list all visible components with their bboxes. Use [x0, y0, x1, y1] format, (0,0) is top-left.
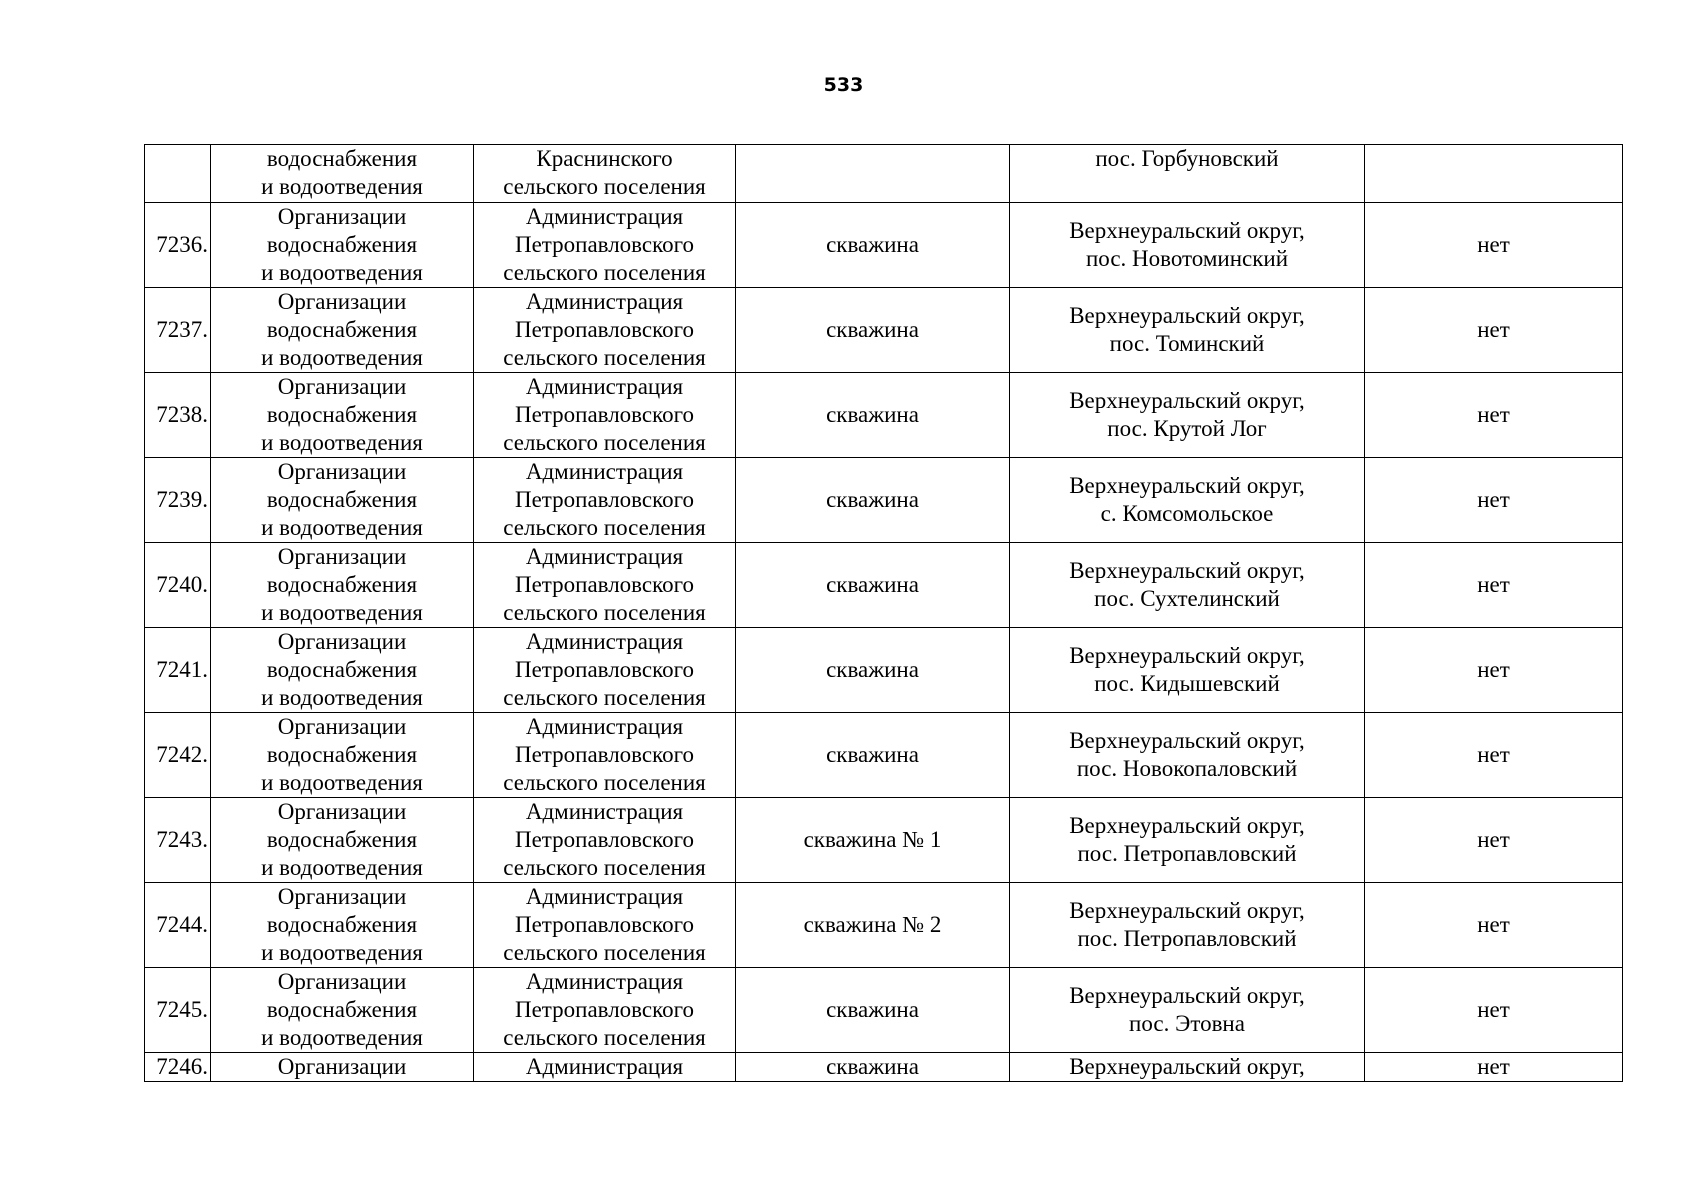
location-cell — [1010, 543, 1365, 628]
owner-cell — [474, 458, 736, 543]
location-cell-line: Верхнеуральский округ, — [1069, 983, 1305, 1008]
registry-table — [144, 144, 1623, 1082]
object-cell: скважина — [736, 1053, 1010, 1082]
organization-cell-line: водоснабжения — [266, 487, 418, 512]
row-number-cell: 7246. — [145, 1053, 211, 1082]
table-row — [145, 145, 1623, 203]
owner-cell-line: Петропавловского — [514, 997, 694, 1022]
flag-cell: нет — [1365, 1053, 1623, 1082]
organization-cell-line: Организации — [277, 459, 407, 484]
flag-cell — [1365, 145, 1623, 203]
organization-cell — [211, 968, 474, 1053]
owner-cell-line: сельского поселения — [503, 430, 706, 455]
table-row — [145, 628, 1623, 713]
owner-cell — [474, 373, 736, 458]
owner-cell — [474, 543, 736, 628]
object-cell: скважина — [736, 968, 1010, 1053]
object-cell: скважина — [736, 373, 1010, 458]
object-cell: скважина — [736, 458, 1010, 543]
organization-cell-line: Организации — [277, 969, 407, 994]
row-number-cell: 7244. — [145, 883, 211, 968]
location-cell-line: пос. Петропавловский — [1077, 841, 1297, 866]
owner-cell — [474, 883, 736, 968]
table-row — [145, 883, 1623, 968]
organization-cell-line: и водоотведения — [261, 515, 423, 540]
table-row — [145, 373, 1623, 458]
organization-cell-line: и водоотведения — [261, 685, 423, 710]
organization-cell-line: и водоотведения — [261, 600, 423, 625]
table-row — [145, 1053, 1623, 1082]
organization-cell — [211, 288, 474, 373]
flag-cell: нет — [1365, 458, 1623, 543]
owner-cell-line: Администрация — [525, 714, 684, 739]
owner-cell-line: Администрация — [525, 289, 684, 314]
organization-cell-line: Организации — [277, 544, 407, 569]
location-cell-line: Верхнеуральский округ, — [1069, 813, 1305, 838]
organization-cell-line: водоснабжения — [266, 572, 418, 597]
row-number-cell: 7243. — [145, 798, 211, 883]
location-cell-line: пос. Томинский — [1109, 331, 1265, 356]
location-cell — [1010, 458, 1365, 543]
location-cell-line: пос. Новокопаловский — [1076, 756, 1298, 781]
table-body — [145, 145, 1623, 1082]
owner-cell-line: сельского поселения — [503, 345, 706, 370]
location-cell-line: Верхнеуральский округ, — [1069, 473, 1305, 498]
row-number-cell: 7241. — [145, 628, 211, 713]
location-cell-line: пос. Кидышевский — [1094, 671, 1280, 696]
owner-cell-line: Петропавловского — [514, 742, 694, 767]
row-number-cell: 7236. — [145, 203, 211, 288]
row-number-cell: 7239. — [145, 458, 211, 543]
organization-cell — [211, 883, 474, 968]
organization-cell — [211, 798, 474, 883]
flag-cell: нет — [1365, 543, 1623, 628]
organization-cell-line: Организации — [277, 799, 407, 824]
organization-cell-line: и водоотведения — [261, 940, 423, 965]
row-number-cell: 7245. — [145, 968, 211, 1053]
location-cell-line: Верхнеуральский округ, — [1069, 303, 1305, 328]
organization-cell-line: Организации — [277, 1054, 407, 1079]
row-number-cell: 7237. — [145, 288, 211, 373]
row-number-cell: 7240. — [145, 543, 211, 628]
flag-cell: нет — [1365, 288, 1623, 373]
owner-cell-line: Краснинского — [536, 146, 673, 171]
owner-cell-line: Петропавловского — [514, 912, 694, 937]
owner-cell — [474, 968, 736, 1053]
owner-cell-line: Петропавловского — [514, 402, 694, 427]
table-row — [145, 968, 1623, 1053]
object-cell: скважина — [736, 543, 1010, 628]
organization-cell — [211, 145, 474, 203]
object-cell — [736, 145, 1010, 203]
location-cell-line: пос. Горбуновский — [1095, 146, 1279, 171]
organization-cell — [211, 203, 474, 288]
organization-cell-line: Организации — [277, 289, 407, 314]
object-cell: скважина — [736, 713, 1010, 798]
table-row — [145, 798, 1623, 883]
location-cell-line: Верхнеуральский округ, — [1069, 643, 1305, 668]
location-cell — [1010, 373, 1365, 458]
organization-cell — [211, 373, 474, 458]
location-cell — [1010, 1053, 1365, 1082]
owner-cell-line: Петропавловского — [514, 657, 694, 682]
row-number-cell: 7238. — [145, 373, 211, 458]
location-cell — [1010, 145, 1365, 203]
owner-cell-line: сельского поселения — [503, 515, 706, 540]
owner-cell-line: сельского поселения — [503, 855, 706, 880]
location-cell — [1010, 288, 1365, 373]
location-cell — [1010, 883, 1365, 968]
object-cell: скважина — [736, 288, 1010, 373]
organization-cell-line: и водоотведения — [261, 855, 423, 880]
organization-cell-line: и водоотведения — [261, 345, 423, 370]
table-row — [145, 543, 1623, 628]
organization-cell-line: водоснабжения — [266, 657, 418, 682]
organization-cell — [211, 1053, 474, 1082]
location-cell-line: Верхнеуральский округ, — [1069, 898, 1305, 923]
table-row — [145, 288, 1623, 373]
owner-cell-line: Администрация — [525, 1054, 684, 1079]
organization-cell — [211, 713, 474, 798]
location-cell — [1010, 968, 1365, 1053]
owner-cell-line: Петропавловского — [514, 572, 694, 597]
location-cell-line: с. Комсомольское — [1100, 501, 1274, 526]
owner-cell — [474, 798, 736, 883]
table-row — [145, 458, 1623, 543]
owner-cell-line: Петропавловского — [514, 317, 694, 342]
location-cell-line: Верхнеуральский округ, — [1069, 558, 1305, 583]
owner-cell — [474, 713, 736, 798]
location-cell-line: пос. Новотоминский — [1085, 246, 1289, 271]
flag-cell: нет — [1365, 798, 1623, 883]
organization-cell-line: водоснабжения — [266, 742, 418, 767]
table-row — [145, 713, 1623, 798]
owner-cell-line: сельского поселения — [503, 1025, 706, 1050]
flag-cell: нет — [1365, 373, 1623, 458]
location-cell-line: пос. Сухтелинский — [1094, 586, 1280, 611]
location-cell — [1010, 203, 1365, 288]
page-number: 533 — [823, 74, 864, 96]
organization-cell-line: водоснабжения — [266, 827, 418, 852]
organization-cell-line: водоснабжения — [266, 997, 418, 1022]
row-number-cell — [145, 145, 211, 203]
object-cell: скважина № 2 — [736, 883, 1010, 968]
owner-cell-line: сельского поселения — [503, 174, 706, 199]
owner-cell-line: сельского поселения — [503, 685, 706, 710]
object-cell: скважина № 1 — [736, 798, 1010, 883]
flag-cell: нет — [1365, 628, 1623, 713]
location-cell — [1010, 713, 1365, 798]
location-cell-line: пос. Крутой Лог — [1107, 416, 1267, 441]
owner-cell-line: Администрация — [525, 799, 684, 824]
organization-cell-line: и водоотведения — [261, 1025, 423, 1050]
owner-cell-line: Петропавловского — [514, 487, 694, 512]
row-number-cell: 7242. — [145, 713, 211, 798]
location-cell — [1010, 798, 1365, 883]
location-cell-line: Верхнеуральский округ, — [1069, 388, 1305, 413]
owner-cell — [474, 628, 736, 713]
object-cell: скважина — [736, 628, 1010, 713]
owner-cell-line: Администрация — [525, 969, 684, 994]
location-cell-line: Верхнеуральский округ, — [1069, 218, 1305, 243]
object-cell: скважина — [736, 203, 1010, 288]
owner-cell-line: Администрация — [525, 629, 684, 654]
location-cell-line: пос. Петропавловский — [1077, 926, 1297, 951]
organization-cell-line: и водоотведения — [261, 430, 423, 455]
owner-cell-line: сельского поселения — [503, 260, 706, 285]
flag-cell: нет — [1365, 968, 1623, 1053]
owner-cell — [474, 1053, 736, 1082]
organization-cell-line: водоснабжения — [266, 912, 418, 937]
location-cell-line: Верхнеуральский округ, — [1069, 728, 1305, 753]
organization-cell-line: водоснабжения — [266, 146, 418, 171]
owner-cell-line: сельского поселения — [503, 940, 706, 965]
organization-cell-line: и водоотведения — [261, 174, 423, 199]
organization-cell-line: Организации — [277, 204, 407, 229]
owner-cell-line: Администрация — [525, 459, 684, 484]
organization-cell-line: Организации — [277, 884, 407, 909]
owner-cell — [474, 145, 736, 203]
organization-cell-line: и водоотведения — [261, 770, 423, 795]
organization-cell-line: Организации — [277, 374, 407, 399]
flag-cell: нет — [1365, 203, 1623, 288]
organization-cell — [211, 543, 474, 628]
table-row — [145, 203, 1623, 288]
flag-cell: нет — [1365, 883, 1623, 968]
owner-cell — [474, 288, 736, 373]
organization-cell — [211, 628, 474, 713]
organization-cell-line: Организации — [277, 714, 407, 739]
owner-cell-line: Петропавловского — [514, 827, 694, 852]
organization-cell — [211, 458, 474, 543]
organization-cell-line: водоснабжения — [266, 402, 418, 427]
location-cell-line: Верхнеуральский округ, — [1069, 1054, 1305, 1079]
organization-cell-line: водоснабжения — [266, 232, 418, 257]
owner-cell-line: сельского поселения — [503, 600, 706, 625]
owner-cell-line: Администрация — [525, 204, 684, 229]
owner-cell-line: Петропавловского — [514, 232, 694, 257]
owner-cell-line: Администрация — [525, 374, 684, 399]
owner-cell-line: сельского поселения — [503, 770, 706, 795]
organization-cell-line: водоснабжения — [266, 317, 418, 342]
owner-cell-line: Администрация — [525, 544, 684, 569]
location-cell-line: пос. Этовна — [1129, 1011, 1245, 1036]
flag-cell: нет — [1365, 713, 1623, 798]
owner-cell — [474, 203, 736, 288]
owner-cell-line: Администрация — [525, 884, 684, 909]
organization-cell-line: Организации — [277, 629, 407, 654]
organization-cell-line: и водоотведения — [261, 260, 423, 285]
location-cell — [1010, 628, 1365, 713]
